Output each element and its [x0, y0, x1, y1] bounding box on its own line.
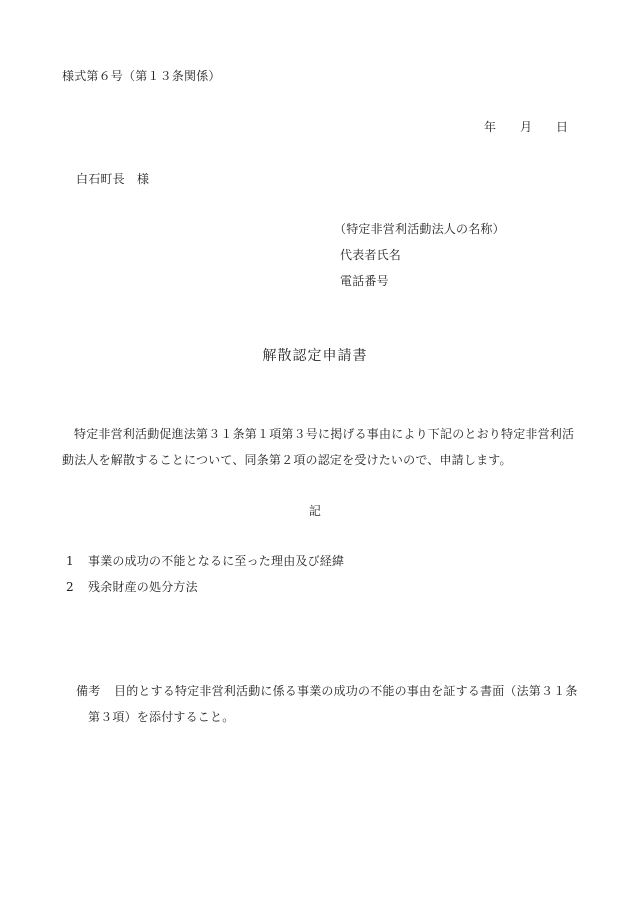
form-number: 様式第６号（第１３条関係）	[62, 69, 221, 83]
applicant-representative-label: 代表者氏名	[340, 248, 402, 262]
item-text: 残余財産の処分方法	[88, 580, 198, 594]
document-title: 解散認定申請書	[262, 348, 368, 364]
remarks-line-1: 目的とする特定非営利活動に係る事業の成功の不能の事由を証する書面（法第３１条	[114, 684, 578, 698]
date-year-label: 年	[484, 120, 497, 134]
remarks-label: 備考	[76, 684, 101, 698]
applicant-org-name-label: （特定非営利活動法人の名称）	[334, 222, 505, 236]
item-number: 1	[66, 554, 74, 568]
body-line-1: 特定非営利活動促進法第３１条第１項第３号に掲げる事由により下記のとおり特定非営利活	[74, 427, 575, 441]
body-line-2: 動法人を解散することについて、同条第２項の認定を受けたいので、申請します。	[62, 453, 512, 467]
addressee: 白石町長 様	[76, 172, 150, 186]
ki-heading: 記	[308, 504, 322, 518]
applicant-phone-label: 電話番号	[340, 274, 389, 288]
date-day-label: 日	[556, 120, 569, 134]
item-text: 事業の成功の不能となるに至った理由及び経緯	[88, 554, 345, 568]
item-number: 2	[66, 580, 74, 594]
remarks-line-2: 第３項）を添付すること。	[88, 710, 235, 724]
date-month-label: 月	[520, 120, 533, 134]
